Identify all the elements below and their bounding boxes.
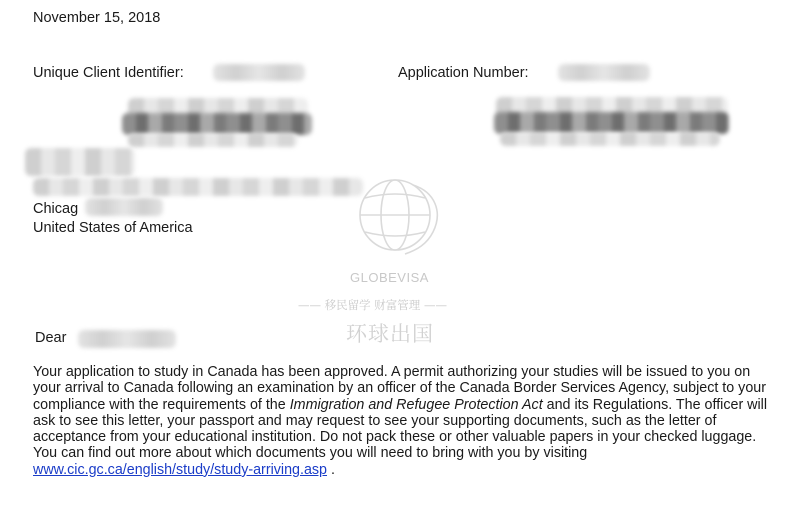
body-end: . bbox=[327, 461, 335, 478]
body-text-2: and its Regulations. The officer will ask to see this letter, your passport and may request to see your supporting documents, such as the letter of acceptance from your educational institution. Do not pack these or other valuable papers in your checked luggage. You can find out more about which documents you will need to bring with you by visiting bbox=[33, 396, 768, 462]
salutation: Dear bbox=[35, 330, 67, 346]
body-text-1: Your application to study in Canada has been approved. A permit authorizing your studies will be issued to you on your arrival to Canada following an examination by an officer of the Canada Border Services Agency, subject to your compliance with the requirements of the bbox=[33, 364, 766, 413]
watermark-tagline: —— 移民留学 财富管理 —— bbox=[298, 298, 447, 312]
redacted-name bbox=[122, 113, 312, 135]
study-arriving-link[interactable]: www.cic.gc.ca/english/study/study-arriving.asp bbox=[33, 461, 328, 478]
application-number-label: Application Number: bbox=[398, 65, 529, 81]
redacted-address-line1 bbox=[25, 148, 135, 176]
address-city-partial: Chicag bbox=[33, 201, 79, 217]
redacted-address-city bbox=[85, 198, 163, 216]
redacted-address-line2 bbox=[33, 178, 363, 196]
redacted-client-identifier bbox=[213, 64, 305, 81]
redacted-number bbox=[494, 112, 729, 134]
letter-body bbox=[33, 364, 778, 478]
watermark-brand: GLOBEVISA bbox=[350, 270, 429, 285]
client-identifier-label: Unique Client Identifier: bbox=[33, 65, 184, 81]
redacted-name-bottom bbox=[128, 133, 298, 147]
letter-date: November 15, 2018 bbox=[33, 10, 161, 26]
watermark-chinese: 环球出国 bbox=[346, 322, 434, 346]
redacted-application-number bbox=[558, 64, 650, 81]
redacted-recipient-name bbox=[78, 330, 176, 348]
act-name: Immigration and Refugee Protection Act bbox=[289, 396, 543, 413]
redacted-number-bottom bbox=[500, 132, 720, 146]
address-country: United States of America bbox=[33, 220, 193, 236]
